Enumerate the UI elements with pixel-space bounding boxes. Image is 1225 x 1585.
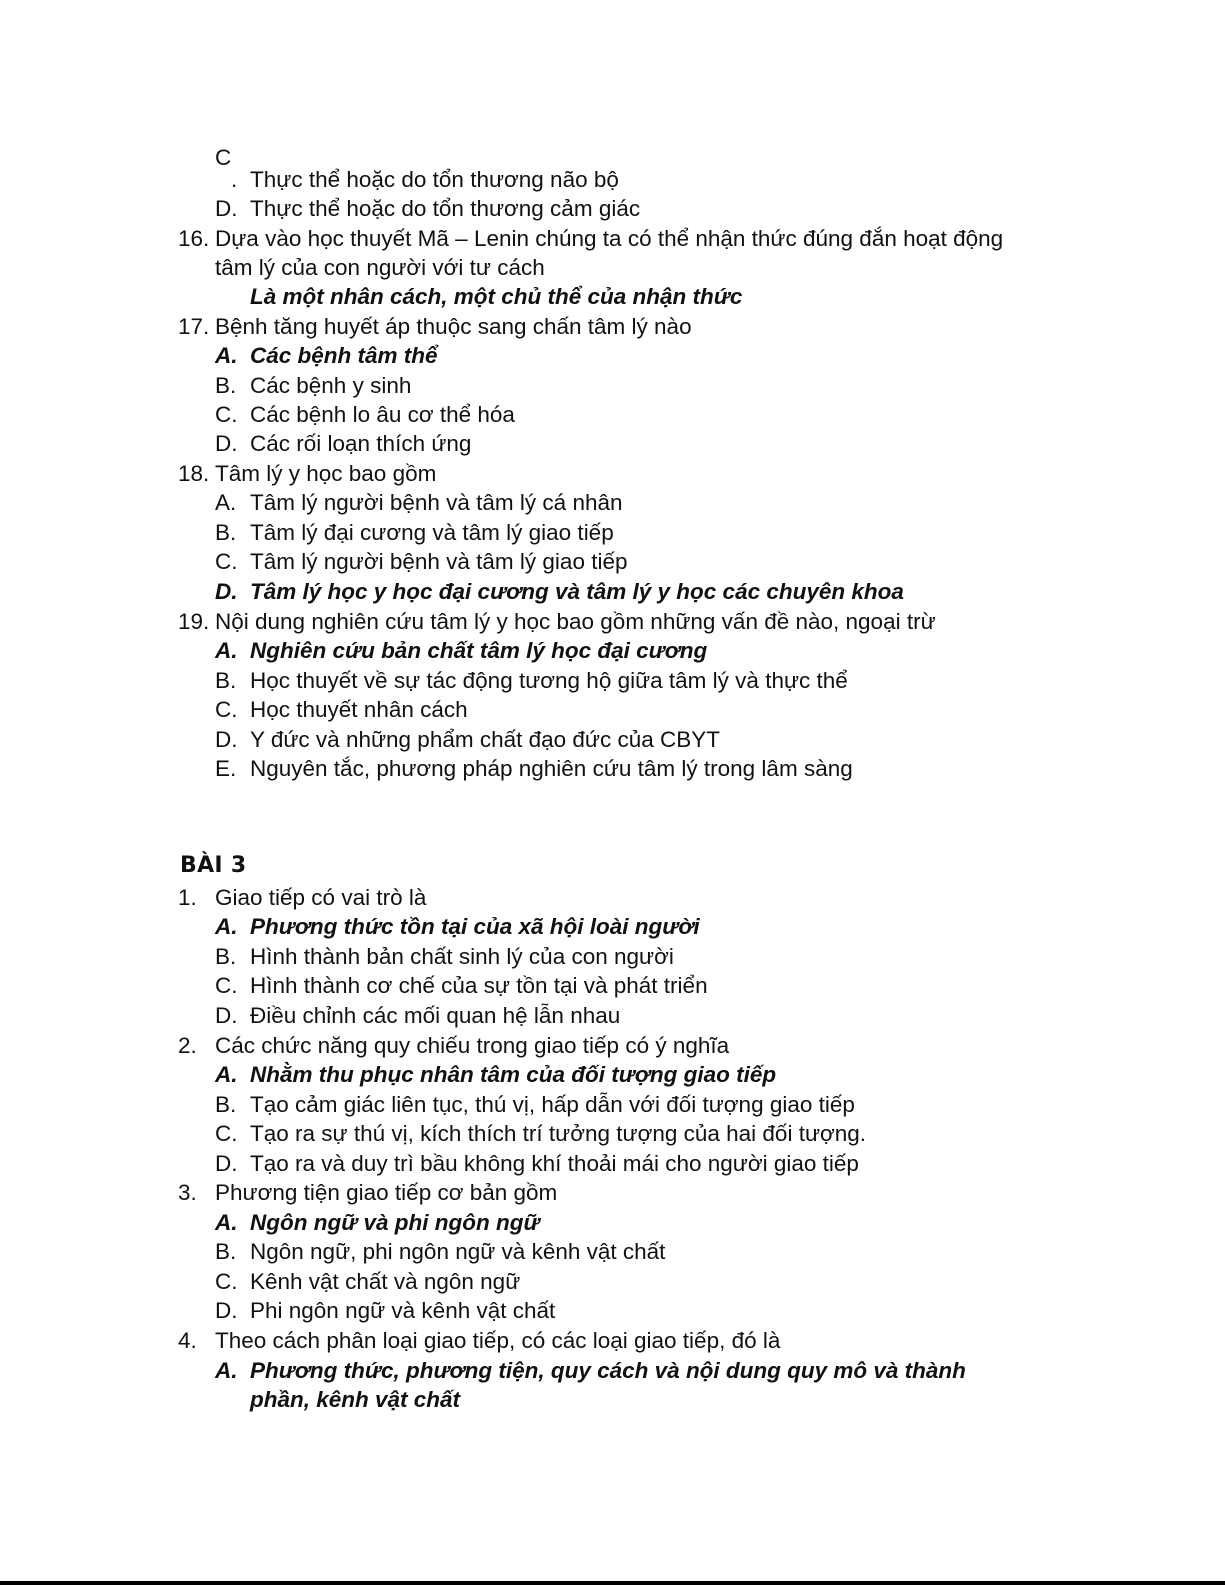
b3-q1-option-b-text: Hình thành bản chất sinh lý của con người bbox=[250, 944, 674, 969]
b3-q1-option-a-label: A. bbox=[215, 914, 238, 939]
q19-option-a-label: A. bbox=[215, 638, 238, 663]
q18-number: 18. bbox=[178, 461, 210, 486]
b3-q1-option-d-label: D. bbox=[215, 1003, 238, 1028]
b3-q3-option-b-text: Ngôn ngữ, phi ngôn ngữ và kênh vật chất bbox=[250, 1239, 666, 1264]
b3-q2-text: Các chức năng quy chiếu trong giao tiếp có ý nghĩa bbox=[215, 1033, 730, 1058]
q16-answer: Là một nhân cách, một chủ thể của nhận thức bbox=[250, 284, 743, 309]
q19-number: 19. bbox=[178, 609, 210, 634]
b3-q1-option-d-text: Điều chỉnh các mối quan hệ lẫn nhau bbox=[250, 1003, 621, 1028]
b3-q3-option-d-label: D. bbox=[215, 1298, 238, 1323]
q15-option-d-label: D. bbox=[215, 196, 238, 221]
q18-option-a-text: Tâm lý người bệnh và tâm lý cá nhân bbox=[250, 490, 623, 515]
b3-q4-option-a-line1: Phương thức, phương tiện, quy cách và nội dung quy mô và thành bbox=[250, 1358, 966, 1383]
b3-q2-number: 2. bbox=[178, 1033, 197, 1058]
b3-q2-option-a-label: A. bbox=[215, 1062, 238, 1087]
q18-option-b-text: Tâm lý đại cương và tâm lý giao tiếp bbox=[250, 520, 614, 545]
q19-option-c-label: C. bbox=[215, 697, 238, 722]
b3-q3-option-a-label: A. bbox=[215, 1210, 238, 1235]
b3-q3-option-c-text: Kênh vật chất và ngôn ngữ bbox=[250, 1269, 521, 1294]
q19-text: Nội dung nghiên cứu tâm lý y học bao gồm những vấn đề nào, ngoại trừ bbox=[215, 609, 936, 634]
q18-text: Tâm lý y học bao gồm bbox=[215, 461, 437, 486]
q19-option-b-text: Học thuyết về sự tác động tương hộ giữa tâm lý và thực thể bbox=[250, 668, 848, 693]
b3-q4-option-a-line2: phần, kênh vật chất bbox=[250, 1387, 461, 1412]
q17-text: Bệnh tăng huyết áp thuộc sang chấn tâm lý nào bbox=[215, 314, 692, 339]
q17-option-d-text: Các rối loạn thích ứng bbox=[250, 431, 472, 456]
q16-number: 16. bbox=[178, 226, 210, 251]
q16-text-line1: Dựa vào học thuyết Mã – Lenin chúng ta có thể nhận thức đúng đắn hoạt động bbox=[215, 226, 1004, 251]
page-bottom-border bbox=[0, 1581, 1225, 1585]
b3-q3-text: Phương tiện giao tiếp cơ bản gồm bbox=[215, 1180, 558, 1205]
q18-option-d-label: D. bbox=[215, 579, 238, 604]
b3-q1-text: Giao tiếp có vai trò là bbox=[215, 885, 427, 910]
q17-option-a-text: Các bệnh tâm thể bbox=[250, 343, 438, 368]
b3-q3-option-d-text: Phi ngôn ngữ và kênh vật chất bbox=[250, 1298, 556, 1323]
b3-q2-option-c-label: C. bbox=[215, 1121, 238, 1146]
q15-option-d-text: Thực thể hoặc do tổn thương cảm giác bbox=[250, 196, 641, 221]
q19-option-a-text: Nghiên cứu bản chất tâm lý học đại cương bbox=[250, 638, 708, 663]
b3-q2-option-b-text: Tạo cảm giác liên tục, thú vị, hấp dẫn với đối tượng giao tiếp bbox=[250, 1092, 855, 1117]
q15-option-c-letter: C bbox=[215, 145, 232, 170]
b3-q3-option-b-label: B. bbox=[215, 1239, 237, 1264]
q19-option-e-label: E. bbox=[215, 756, 237, 781]
b3-q1-option-c-label: C. bbox=[215, 973, 238, 998]
q17-option-d-label: D. bbox=[215, 431, 238, 456]
b3-q3-number: 3. bbox=[178, 1180, 197, 1205]
q19-option-e-text: Nguyên tắc, phương pháp nghiên cứu tâm lý trong lâm sàng bbox=[250, 756, 853, 781]
b3-q1-option-c-text: Hình thành cơ chế của sự tồn tại và phát triển bbox=[250, 973, 708, 998]
q19-option-b-label: B. bbox=[215, 668, 237, 693]
q18-option-d-text: Tâm lý học y học đại cương và tâm lý y học các chuyên khoa bbox=[250, 579, 904, 604]
q19-option-d-text: Y đức và những phẩm chất đạo đức của CBYT bbox=[250, 727, 721, 752]
b3-q2-option-d-text: Tạo ra và duy trì bầu không khí thoải mái cho người giao tiếp bbox=[250, 1151, 859, 1176]
q17-number: 17. bbox=[178, 314, 210, 339]
q17-option-b-text: Các bệnh y sinh bbox=[250, 373, 412, 398]
b3-q1-option-b-label: B. bbox=[215, 944, 237, 969]
q18-option-c-label: C. bbox=[215, 549, 238, 574]
b3-q4-text: Theo cách phân loại giao tiếp, có các loại giao tiếp, đó là bbox=[215, 1328, 781, 1353]
q17-option-b-label: B. bbox=[215, 373, 237, 398]
b3-q3-option-a-text: Ngôn ngữ và phi ngôn ngữ bbox=[250, 1210, 540, 1235]
section-title: BÀI 3 bbox=[180, 853, 247, 878]
q18-option-c-text: Tâm lý người bệnh và tâm lý giao tiếp bbox=[250, 549, 628, 574]
b3-q3-option-c-label: C. bbox=[215, 1269, 238, 1294]
q19-option-c-text: Học thuyết nhân cách bbox=[250, 697, 468, 722]
q18-option-a-label: A. bbox=[215, 490, 237, 515]
q17-option-c-label: C. bbox=[215, 402, 238, 427]
b3-q2-option-a-text: Nhằm thu phục nhân tâm của đối tượng giao tiếp bbox=[250, 1062, 777, 1087]
b3-q4-number: 4. bbox=[178, 1328, 197, 1353]
q15-option-c-text: Thực thể hoặc do tổn thương não bộ bbox=[250, 167, 619, 192]
q17-option-c-text: Các bệnh lo âu cơ thể hóa bbox=[250, 402, 515, 427]
b3-q2-option-c-text: Tạo ra sự thú vị, kích thích trí tưởng tượng của hai đối tượng. bbox=[250, 1121, 867, 1146]
q16-text-line2: tâm lý của con người với tư cách bbox=[215, 255, 545, 280]
b3-q1-number: 1. bbox=[178, 885, 197, 910]
b3-q2-option-b-label: B. bbox=[215, 1092, 237, 1117]
b3-q1-option-a-text: Phương thức tồn tại của xã hội loài người bbox=[250, 914, 700, 939]
b3-q2-option-d-label: D. bbox=[215, 1151, 238, 1176]
q18-option-b-label: B. bbox=[215, 520, 237, 545]
b3-q4-option-a-label: A. bbox=[215, 1358, 238, 1383]
q19-option-d-label: D. bbox=[215, 727, 238, 752]
q17-option-a-label: A. bbox=[215, 343, 238, 368]
q15-option-c-dot: . bbox=[231, 167, 238, 192]
